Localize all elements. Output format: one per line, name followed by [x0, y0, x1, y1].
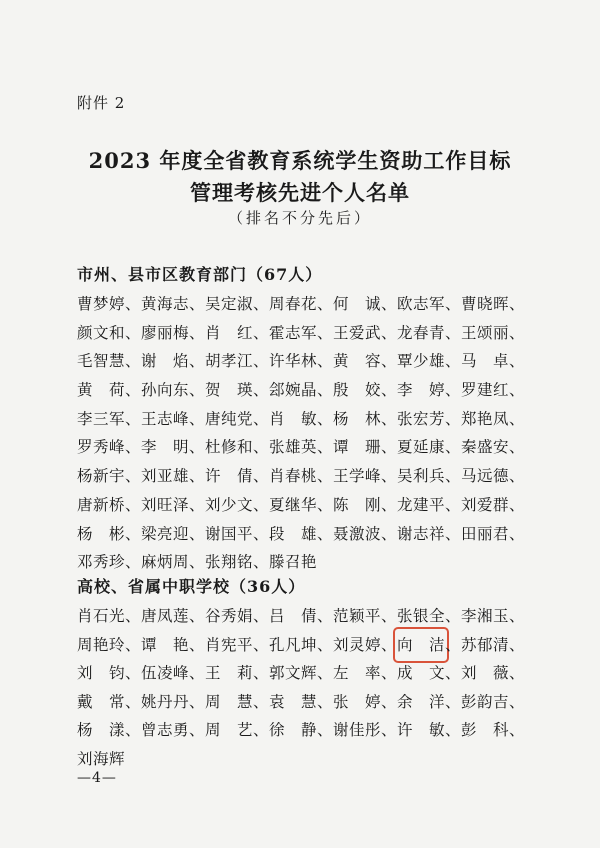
section-heading-education-departments: 市州、县市区教育部门（67人）: [77, 265, 323, 284]
name-row-segment: 、苏郁清、: [445, 635, 526, 654]
name-row: 杨 漾、曾志勇、周 艺、徐 静、谢佳彤、许 敏、彭 科、: [77, 721, 526, 739]
name-row: 刘海辉: [77, 749, 126, 768]
name-row: 杨新宇、刘亚雄、许 倩、肖春桃、王学峰、吴利兵、马远德、: [77, 467, 526, 486]
name-row: 罗秀峰、李 明、杜修和、张雄英、谭 珊、夏延康、秦盛安、: [77, 438, 526, 457]
name-row: 邓秀珍、麻炳周、张翔铭、滕召艳: [77, 553, 318, 572]
name-list-universities: [77, 602, 547, 773]
name-row: 肖石光、唐凤莲、谷秀娟、吕 倩、范颖平、张银全、李湘玉、: [77, 607, 526, 625]
name-row-segment: 周艳玲、谭 艳、肖宪平、孔凡坤、刘灵婷、: [77, 635, 398, 654]
name-list-education-departments: [77, 290, 547, 577]
name-row: 唐新桥、刘旺泽、刘少文、夏继华、陈 刚、龙建平、刘爱群、: [77, 495, 526, 514]
annex-label: 附件 2: [77, 94, 126, 112]
name-row: 毛智慧、谢 焰、胡孝江、许华林、黄 容、覃少雄、马 卓、: [77, 352, 526, 371]
document-subtitle: （排名不分先后）: [227, 209, 372, 227]
name-row: 刘 钧、伍凌峰、王 莉、郭文辉、左 率、成 文、刘 薇、: [77, 664, 526, 682]
document-title-line2: 管理考核先进个人名单: [190, 180, 410, 205]
page-number: —4—: [77, 770, 117, 786]
name-row: 黄 荷、孙向东、贺 瑛、郐婉晶、殷 姣、李 婷、罗建红、: [77, 381, 526, 400]
name-row: 李三军、王志峰、唐纯党、肖 敏、杨 林、张宏芳、郑艳凤、: [77, 409, 526, 428]
name-row: 曹梦婷、黄海志、吴定淑、周春花、何 诚、欧志军、曹晓晖、: [77, 295, 526, 313]
section-heading-universities: 高校、省属中职学校（36人）: [77, 577, 306, 596]
document-title-line1: 2023 年度全省教育系统学生资助工作目标: [88, 148, 512, 173]
name-row: [77, 631, 547, 660]
name-row: 颜文和、廖丽梅、肖 红、霍志军、王爱武、龙春青、王颂丽、: [77, 323, 526, 342]
name-row: 戴 常、姚丹丹、周 慧、袁 慧、张 婷、余 洋、彭韵吉、: [77, 692, 526, 711]
name-row: 杨 彬、梁亮迎、谢国平、段 雄、聂激波、谢志祥、田丽君、: [77, 524, 526, 543]
highlighted-name-box: 向 洁: [397, 631, 445, 660]
